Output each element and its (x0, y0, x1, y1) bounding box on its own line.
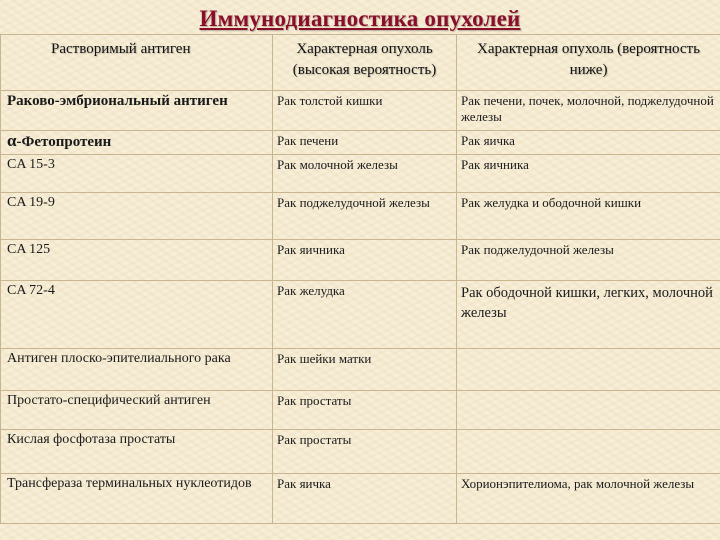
high-probability-cell: Рак простаты (273, 391, 457, 430)
table-row (1, 240, 720, 281)
table-row (1, 391, 720, 430)
high-probability-cell: Рак яичка (273, 474, 457, 524)
high-probability-cell: Рак желудка (273, 281, 457, 349)
low-probability-cell (457, 349, 720, 391)
table-row (1, 91, 720, 131)
antigen-cell: Антиген плоско-эпителиального рака (1, 349, 273, 391)
antigen-label: -Фетопротеин (16, 134, 112, 150)
table-row (1, 349, 720, 391)
table-row (1, 131, 720, 155)
low-probability-cell: Рак яичника (457, 155, 720, 193)
high-probability-cell: Рак яичника (273, 240, 457, 281)
low-probability-cell: Рак яичка (457, 131, 720, 155)
page-title: Иммунодиагностика опухолей (199, 6, 521, 31)
low-probability-cell: Рак ободочной кишки, легких, молочной железы (457, 281, 720, 349)
antigen-cell: CA 19-9 (1, 193, 273, 240)
low-probability-cell: Рак печени, почек, молочной, поджелудочной железы (457, 91, 720, 131)
table-row (1, 155, 720, 193)
antigen-cell: Простато-специфический антиген (1, 391, 273, 430)
table-row (1, 193, 720, 240)
antigen-table (0, 34, 720, 524)
header-soluble-antigen: Растворимый антиген (1, 35, 273, 91)
antigen-cell: CA 125 (1, 240, 273, 281)
low-probability-cell: Рак желудка и ободочной кишки (457, 193, 720, 240)
high-probability-cell: Рак толстой кишки (273, 91, 457, 131)
table-row (1, 430, 720, 474)
header-row (1, 35, 720, 91)
antigen-cell: Трансфераза терминальных нуклеотидов (1, 474, 273, 524)
antigen-cell: CA 15-3 (1, 155, 273, 193)
table-row (1, 474, 720, 524)
antigen-cell: CA 72-4 (1, 281, 273, 349)
high-probability-cell: Рак молочной железы (273, 155, 457, 193)
table-row (1, 281, 720, 349)
antigen-cell (1, 131, 273, 155)
low-probability-cell: Хорионэпителиома, рак молочной железы (457, 474, 720, 524)
header-low-probability: Характерная опухоль (вероятность ниже) (457, 35, 720, 91)
antigen-cell: Кислая фосфотаза простаты (1, 430, 273, 474)
high-probability-cell: Рак поджелудочной железы (273, 193, 457, 240)
antigen-cell: Раково-эмбриональный антиген (1, 91, 273, 131)
low-probability-cell: Рак поджелудочной железы (457, 240, 720, 281)
low-probability-cell (457, 391, 720, 430)
high-probability-cell: Рак простаты (273, 430, 457, 474)
low-probability-cell (457, 430, 720, 474)
high-probability-cell: Рак шейки матки (273, 349, 457, 391)
high-probability-cell: Рак печени (273, 131, 457, 155)
header-high-probability: Характерная опухоль (высокая вероятность) (273, 35, 457, 91)
alpha-symbol: α (7, 131, 17, 150)
